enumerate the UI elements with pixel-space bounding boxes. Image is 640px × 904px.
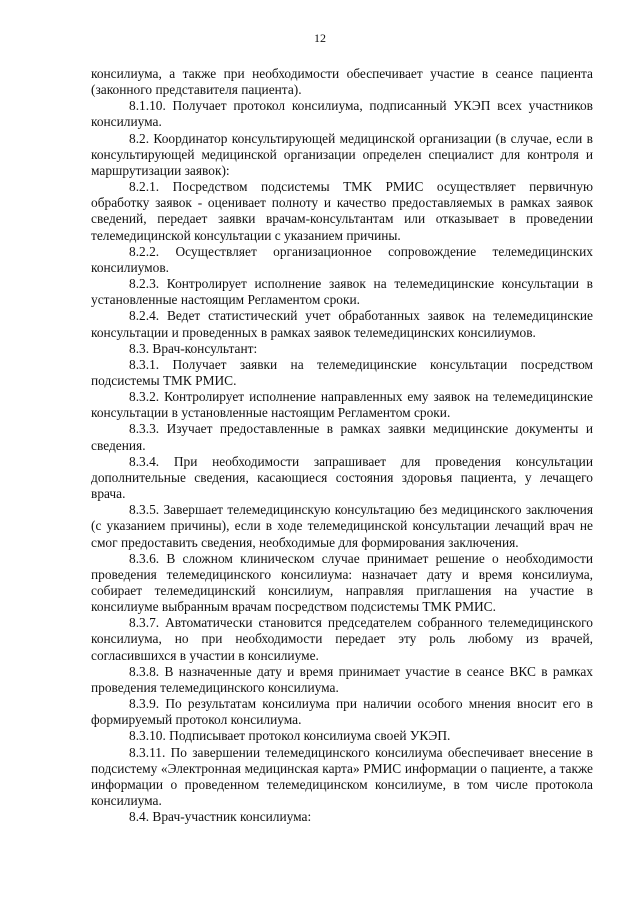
paragraph: 8.3.10. Подписывает протокол консилиума своей УКЭП. <box>129 728 451 744</box>
paragraph: 8.2. Координатор консультирующей медицинской организации (в случае, если в консультирующей медицинской организации определен специалист для контроля и маршрутизации заявок): <box>91 130 593 178</box>
paragraph: консилиума, а также при необходимости обеспечивает участие в сеансе пациента (законного представителя пациента). <box>91 66 593 98</box>
paragraph: 8.3. Врач-консультант: <box>129 340 258 356</box>
paragraph: 8.1.10. Получает протокол консилиума, подписанный УКЭП всех участников консилиума. <box>91 98 593 130</box>
paragraph: 8.3.5. Завершает телемедицинскую консультацию без медицинского заключения (с указанием причины), если в ходе телемедицинской консультации лечащий врач не смог предоставить сведения, необходимые для формирования заключения. <box>91 502 593 550</box>
paragraph: 8.3.1. Получает заявки на телемедицинские консультации посредством подсистемы ТМК РМИС. <box>91 356 593 388</box>
paragraph: 8.3.9. По результатам консилиума при наличии особого мнения вносит его в формируемый протокол консилиума. <box>91 696 593 728</box>
paragraph: 8.2.2. Осуществляет организационное сопровождение телемедицинских консилиумов. <box>91 243 593 275</box>
paragraph: 8.3.8. В назначенные дату и время принимает участие в сеансе ВКС в рамках проведения телемедицинского консилиума. <box>91 663 593 695</box>
paragraph: 8.3.11. По завершении телемедицинского консилиума обеспечивает внесение в подсистему «Электронная медицинская карта» РМИС информации о пациенте, а также информации о проведенном телемедицинском консилиуме, в том числе протокола консилиума. <box>91 744 593 809</box>
paragraph: 8.2.3. Контролирует исполнение заявок на телемедицинские консультации в установленные настоящим Регламентом сроки. <box>91 276 593 308</box>
document-body <box>91 66 593 825</box>
paragraph: 8.4. Врач-участник консилиума: <box>129 809 312 825</box>
paragraph: 8.3.6. В сложном клиническом случае принимает решение о необходимости проведения телемедицинского консилиума: назначает дату и время консилиума, собирает телемедицинский консилиум, направляя приглашения на участие в консилиуме выбранным врачам посредством подсистемы ТМК РМИС. <box>91 550 593 615</box>
paragraph: 8.3.3. Изучает предоставленные в рамках заявки медицинские документы и сведения. <box>91 421 593 453</box>
paragraph: 8.3.2. Контролирует исполнение направленных ему заявок на телемедицинские консультации в установленные настоящим Регламентом сроки. <box>91 389 593 421</box>
paragraph: 8.3.4. При необходимости запрашивает для проведения консультации дополнительные сведения, касающиеся состояния здоровья пациента, у лечащего врача. <box>91 453 593 502</box>
paragraph: 8.3.7. Автоматически становится председателем собранного телемедицинского консилиума, но при необходимости передает эту роль любому из врачей, согласившихся в участии в консилиуме. <box>91 615 593 663</box>
page-number: 12 <box>314 31 326 45</box>
paragraph: 8.2.4. Ведет статистический учет обработанных заявок на телемедицинские консультации и проведенных в рамках заявок телемедицинских консилиумов. <box>91 308 593 340</box>
paragraph: 8.2.1. Посредством подсистемы ТМК РМИС осуществляет первичную обработку заявок - оценивает полноту и качество предоставляемых в рамках заявок сведений, передает заявки врачам-консультантам или отказывает в проведении телемедицинской консультации с указанием причины. <box>91 179 593 243</box>
